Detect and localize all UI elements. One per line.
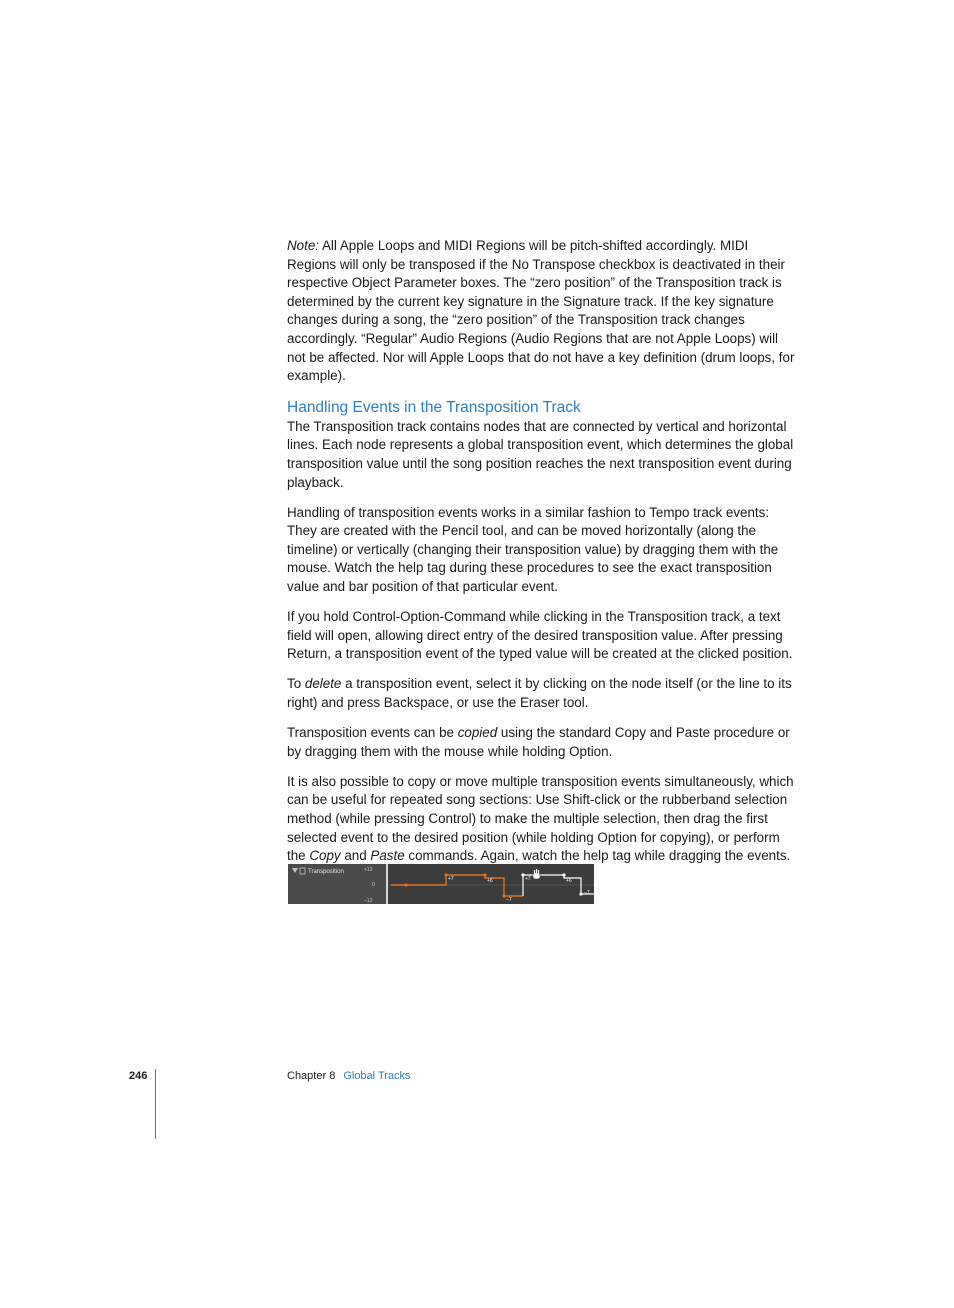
transposition-track-figure xyxy=(288,864,594,904)
term-copy: Copy xyxy=(309,848,341,864)
term-created: created xyxy=(343,523,389,539)
chapter-label: Chapter 8 xyxy=(287,1070,336,1082)
paragraph-2 xyxy=(287,504,799,597)
page-number: 246 xyxy=(129,1070,148,1082)
note-paragraph xyxy=(287,237,799,386)
track-header-divider xyxy=(386,864,388,904)
term-moved: moved xyxy=(581,523,622,539)
track-name: Transposition xyxy=(308,869,344,875)
paragraph-3: If you hold Control-Option-Command while clicking in the Transposition track, a text field will open, allowing direct entry of the desired transposition value. After pressing Return, a transposition event of the typed value will be created at the clicked position. xyxy=(287,609,793,662)
paragraph-4 xyxy=(287,675,799,712)
term-paste: Paste xyxy=(370,848,405,864)
paragraph-6-text-b: and xyxy=(340,848,371,864)
event-label: +6 xyxy=(487,878,493,884)
section-heading: Handling Events in the Transposition Track xyxy=(287,398,581,416)
event-node[interactable] xyxy=(579,892,582,895)
paragraph-6-text-a: It is also possible to copy or move multiple transposition events simultaneously, which can be useful for repeated song sections: Use Shift-click or the rubberband selection method (while pressing Control) to make the multiple selection, then drag the first selected event to the desired position (while holding Option for copying), or perform the xyxy=(287,773,794,864)
term-copied: copied xyxy=(457,725,498,741)
event-node[interactable] xyxy=(483,873,486,876)
paragraph-6 xyxy=(287,773,799,866)
paragraph-1: The Transposition track contains nodes that are connected by vertical and horizontal lines. Each node represents a global transposition event, which determines the global transposition value until the song position reaches the next transposition event during playback. xyxy=(287,418,794,490)
paragraph-6-text-c: commands. Again, watch the help tag while dragging the events. xyxy=(404,848,791,864)
event-label: +7 xyxy=(448,876,454,882)
paragraph-2-text-b: with the Pencil tool, and can be xyxy=(388,523,582,539)
paragraph-5-text-b: using the standard Copy and Paste procedure or by dragging them with the mouse while holding Option. xyxy=(287,725,790,759)
paragraph-2-text-a: Handling of transposition events works in a similar fashion to Tempo track events: They are xyxy=(287,504,770,539)
paragraph-2-text-c: horizontally (along the timeline) or vertically (changing their transposition value) by dragging them with the mouse. Watch the help tag during these procedures to see the exact transposition value and bar position of that particular event. xyxy=(287,523,779,594)
event-label: +7 xyxy=(525,876,531,882)
event-label: −7 xyxy=(506,897,512,903)
paragraph-5 xyxy=(287,724,799,761)
paragraph-5-text-a: Transposition events can be xyxy=(287,725,458,741)
event-node[interactable] xyxy=(404,883,407,886)
scale-zero-label: 0 xyxy=(372,882,375,888)
body-text xyxy=(287,237,799,877)
note-text: All Apple Loops and MIDI Regions will be pitch-shifted accordingly. MIDI Regions will only be transposed if the No Transpose checkbox is deactivated in their respective Object Parameter boxes. The “zero position” of the Transposition track is determined by the current key signature in the Signature track. If the key signature changes during a song, the “zero position” of the Transposition track changes accordingly. “Regular” Audio Regions (Audio Regions that are not Apple Loops) will not be affected. Nor will Apple Loops that do not have a key definition (drum loops, for example). xyxy=(287,238,795,384)
chapter-title: Global Tracks xyxy=(343,1070,411,1082)
paragraph-4-text-a: To xyxy=(287,676,305,692)
chapter-footer xyxy=(287,1070,411,1082)
transposition-track-screenshot xyxy=(288,864,594,904)
term-delete: delete xyxy=(304,676,342,692)
event-label: +6 xyxy=(566,878,572,884)
hand-cursor-icon xyxy=(533,869,540,879)
event-node[interactable] xyxy=(562,873,565,876)
note-label: Note: xyxy=(287,238,320,253)
event-label: −7 xyxy=(584,890,590,896)
footer-rule xyxy=(155,1069,156,1139)
paragraph-4-text-b: a transposition event, select it by clicking on the node itself (or the line to its right) and press Backspace, or use the Eraser tool. xyxy=(287,676,792,710)
scale-top-label: +12 xyxy=(364,867,373,873)
scale-bottom-label: −12 xyxy=(364,898,373,904)
